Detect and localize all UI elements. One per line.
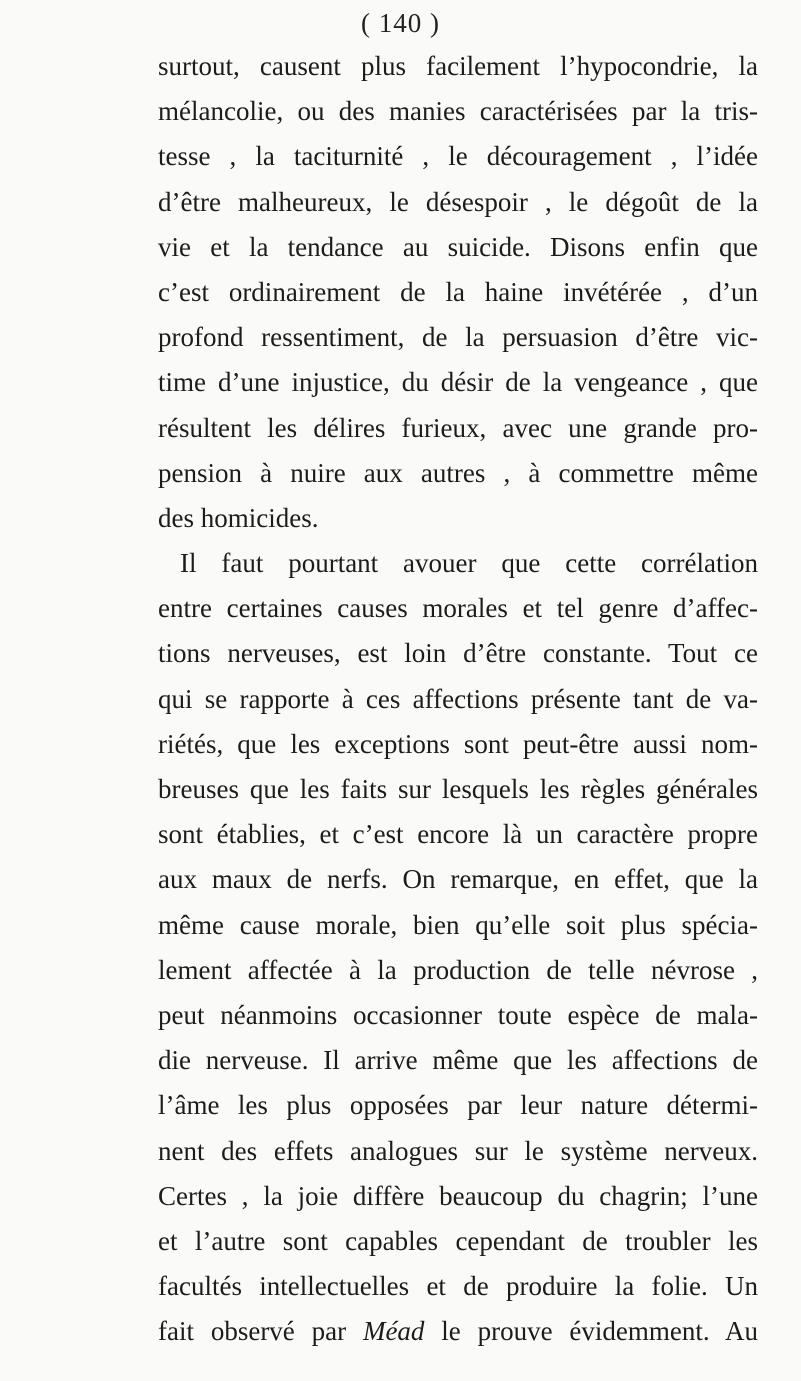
text-line: breuses que les faits sur lesquels les règles générales — [158, 774, 758, 804]
text-line: tions nerveuses, est loin d’être constante. Tout ce — [158, 638, 758, 669]
text-line: vie et la tendance au suicide. Disons enfin que — [158, 231, 758, 262]
text-line: entre certaines causes morales et tel genre d’affec- — [158, 593, 758, 624]
text-line: c’est ordinairement de la haine invétérée , d’un — [158, 276, 758, 307]
paragraph-start-line: Il faut pourtant avouer que cette corrélation — [180, 548, 758, 579]
text-line: résultent les délires furieux, avec une grande pro- — [158, 412, 758, 443]
text-line: tesse , la taciturnité , le découragement , l’idée — [158, 141, 758, 172]
text-line: surtout, causent plus facilement l’hypocondrie, la — [158, 51, 758, 81]
text-line: lement affectée à la production de telle névrose , — [158, 954, 758, 985]
text-fragment: le prouve évidemment. Au — [424, 1316, 758, 1347]
text-line: sont établies, et c’est encore là un caractère propre — [158, 819, 758, 850]
text-line: aux maux de nerfs. On remarque, en effet, que la — [158, 864, 758, 895]
text-line: time d’une injustice, du désir de la vengeance , que — [158, 367, 758, 398]
paragraph-end-line: des homicides. — [158, 502, 319, 533]
text-line: riétés, que les exceptions sont peut-être aussi nom- — [158, 728, 758, 759]
text-line: profond ressentiment, de la persuasion d’être vic- — [158, 322, 758, 353]
text-line: et l’autre sont capables cependant de troubler les — [158, 1225, 758, 1256]
text-line: peut néanmoins occasionner toute espèce de mala- — [158, 999, 758, 1030]
text-line: même cause morale, bien qu’elle soit plus spécia- — [158, 909, 758, 940]
text-line: die nerveuse. Il arrive même que les affections de — [158, 1045, 758, 1076]
text-line: facultés intellectuelles et de produire la folie. Un — [158, 1271, 758, 1302]
text-line: pension à nuire aux autres , à commettre même — [158, 457, 758, 488]
author-name: Méad — [362, 1316, 425, 1347]
text-line: d’être malheureux, le désespoir , le dégoût de la — [158, 186, 758, 217]
text-fragment: fait observé par — [158, 1316, 363, 1347]
text-line: l’âme les plus opposées par leur nature détermi- — [158, 1090, 758, 1121]
text-line: nent des effets analogues sur le système nerveux. — [158, 1135, 758, 1166]
text-line: mélancolie, ou des manies caractérisées par la tris- — [158, 96, 758, 127]
body-text — [158, 44, 758, 1354]
text-line-with-author — [158, 1309, 758, 1354]
text-line: Certes , la joie diffère beaucoup du chagrin; l’une — [158, 1180, 758, 1211]
page-number: ( 140 ) — [361, 8, 440, 38]
text-line: qui se rapporte à ces affections présente tant de va- — [158, 683, 758, 714]
